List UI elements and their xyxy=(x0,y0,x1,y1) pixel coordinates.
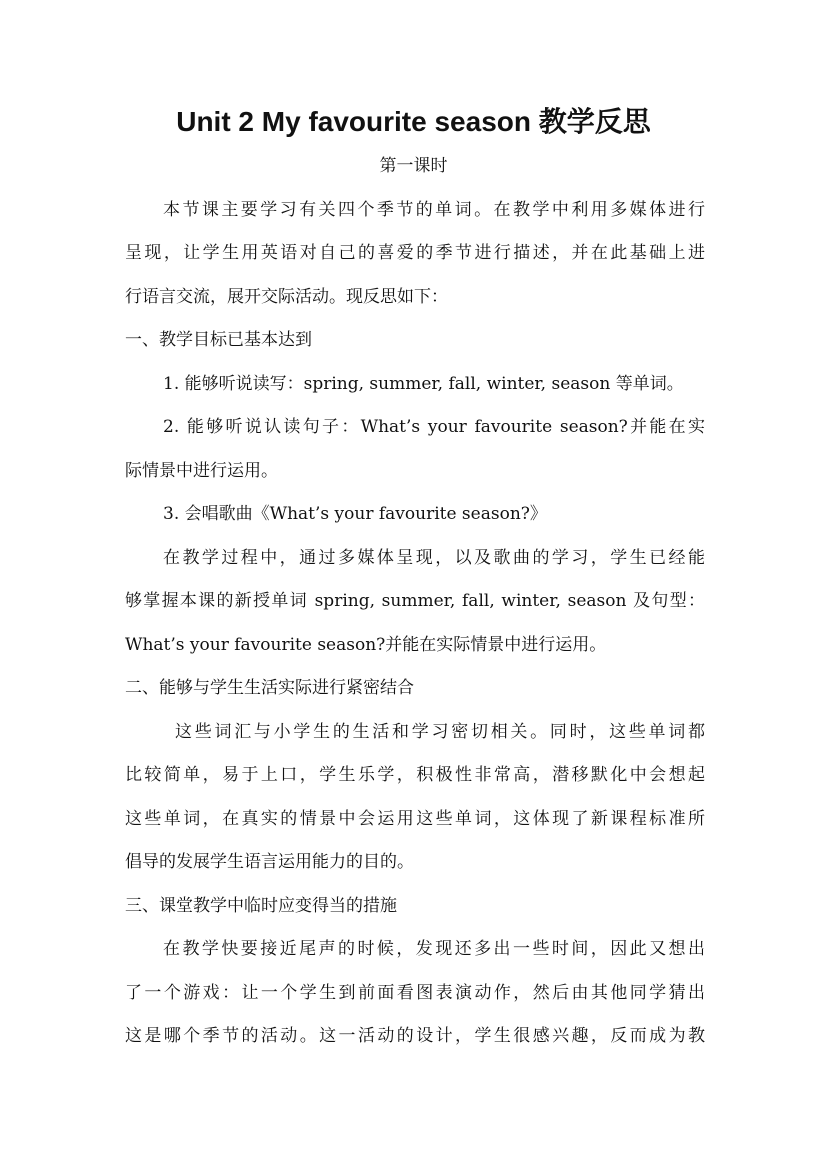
section-3-line-2: 了一个游戏：让一个学生到前面看图表演动作，然后由其他同学猜出 xyxy=(125,983,705,1003)
section-2-heading: 二、能够与学生生活实际进行紧密结合 xyxy=(125,678,414,698)
section-1-item-3: 3. 会唱歌曲《What’s your favourite season?》 xyxy=(163,504,547,524)
section-3-line-1: 在教学快要接近尾声的时候，发现还多出一些时间，因此又想出 xyxy=(163,939,705,959)
intro-line-2: 呈现，让学生用英语对自己的喜爱的季节进行描述，并在此基础上进 xyxy=(125,243,705,263)
section-1-paragraph-line-1: 在教学过程中，通过多媒体呈现，以及歌曲的学习，学生已经能 xyxy=(163,548,705,568)
intro-line-3: 行语言交流，展开交际活动。现反思如下： xyxy=(125,287,448,307)
section-1-paragraph-line-3: What’s your favourite season?并能在实际情景中进行运用。 xyxy=(125,635,607,655)
section-1-item-1: 1. 能够听说读写：spring, summer, fall, winter, season 等单词。 xyxy=(163,374,684,394)
section-2-line-1: 这些词汇与小学生的生活和学习密切相关。同时，这些单词都 xyxy=(175,722,705,742)
section-1-paragraph-line-2: 够掌握本课的新授单词 spring, summer, fall, winter, season 及句型： xyxy=(125,591,705,611)
section-2-line-3: 这些单词，在真实的情景中会运用这些单词，这体现了新课程标准所 xyxy=(125,809,705,829)
document-title: Unit 2 My favourite season 教学反思 xyxy=(176,106,651,137)
section-3-line-3: 这是哪个季节的活动。这一活动的设计，学生很感兴趣，反而成为教 xyxy=(125,1026,705,1046)
intro-line-1: 本节课主要学习有关四个季节的单词。在教学中利用多媒体进行 xyxy=(163,200,705,220)
section-2-line-2: 比较简单，易于上口，学生乐学，积极性非常高，潜移默化中会想起 xyxy=(125,765,705,785)
section-1-heading: 一、教学目标已基本达到 xyxy=(125,330,312,350)
section-3-heading: 三、课堂教学中临时应变得当的措施 xyxy=(125,896,397,916)
section-2-line-4: 倡导的发展学生语言运用能力的目的。 xyxy=(125,852,414,872)
document-subtitle: 第一课时 xyxy=(379,156,448,176)
section-1-item-2-line-2: 际情景中进行运用。 xyxy=(125,461,278,481)
section-1-item-2-line-1: 2. 能够听说认读句子：What’s your favourite season?并能在实 xyxy=(163,417,705,437)
